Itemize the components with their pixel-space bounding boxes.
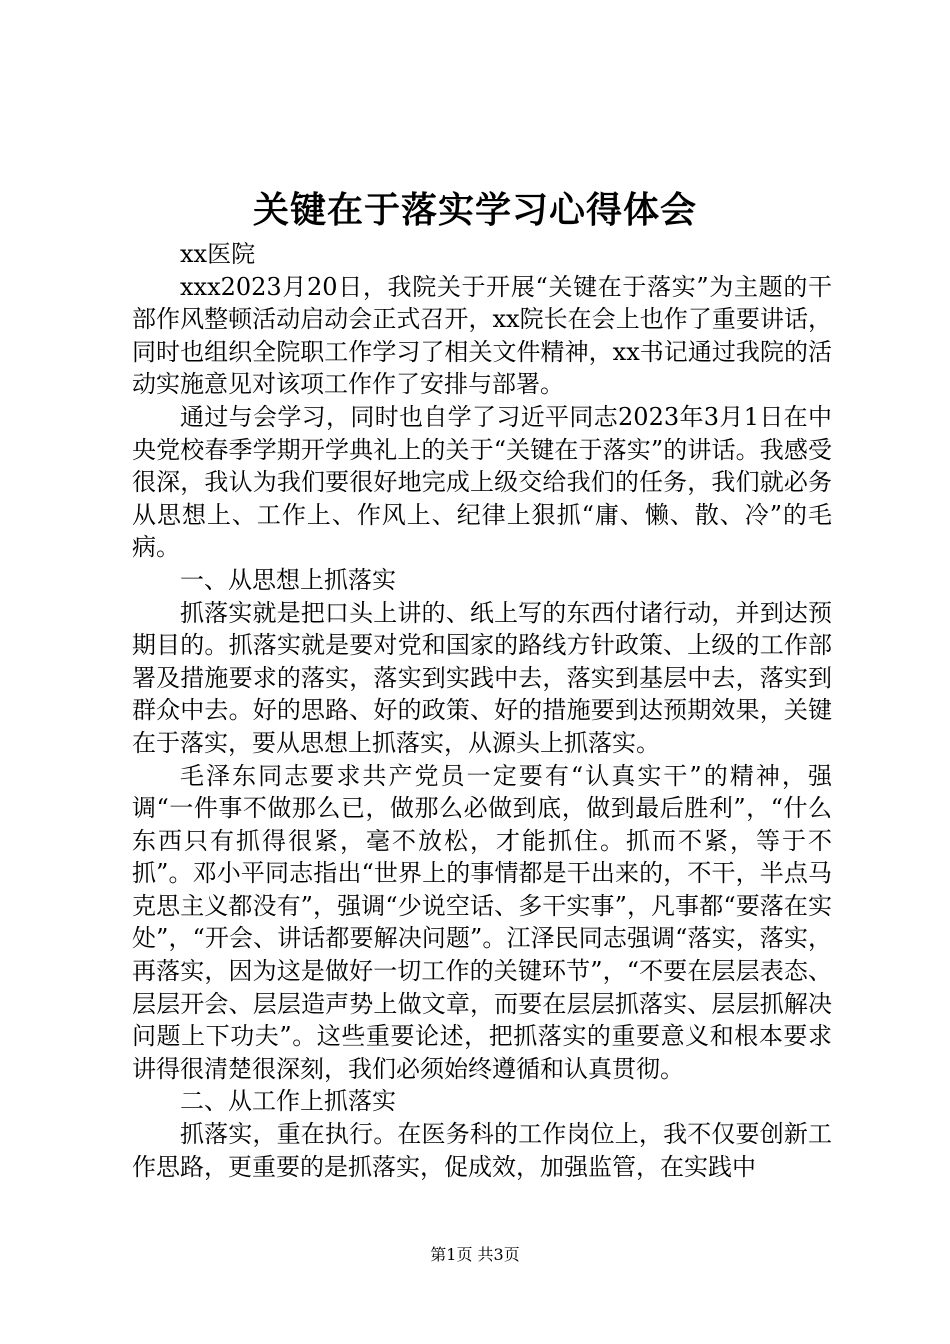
paragraph-3: 抓落实就是把口头上讲的、纸上写的东西付诸行动，并到达预期目的。抓落实就是要对党和国家的路线方针政策、上级的工作部署及措施要求的落实，落实到实践中去，落实到基层中去，落实到群众中去。好的思路、好的政策、好的措施要到达预期效果，关键在于落实，要从思想上抓落实，从源头上抓落实。 (132, 598, 832, 757)
organization-line: xx医院 (180, 240, 256, 268)
page-footer: 第1页 共3页 (430, 1245, 520, 1264)
paragraph-5: 抓落实，重在执行。在医务科的工作岗位上，我不仅要创新工作思路，更重要的是抓落实，促成效，加强监管，在实践中 (132, 1120, 832, 1181)
section-heading-2: 二、从工作上抓落实 (180, 1087, 396, 1116)
paragraph-1: xxx2023月20日，我院关于开展“关键在于落实”为主题的干部作风整顿活动启动会正式召开，xx院长在会上也作了重要讲话，同时也组织全院职工作学习了相关文件精神，xx书记通过我院的活动实施意见对该项工作作了安排与部署。 (132, 272, 832, 399)
section-heading-1: 一、从思想上抓落实 (180, 565, 396, 594)
document-body (132, 238, 832, 1183)
document-title: 关键在于落实学习心得体会 (252, 189, 697, 231)
paragraph-4: 毛泽东同志要求共产党员一定要有“认真实干”的精神，强调“一件事不做那么已，做那么必做到底，做到最后胜利”，“什么东西只有抓得很紧，毫不放松，才能抓住。抓而不紧，等于不抓”。邓小平同志指出“世界上的事情都是干出来的，不干，半点马克思主义都没有”，强调“少说空话、多干实事”，凡事都“要落在实处”，“开会、讲话都要解决问题”。江泽民同志强调“落实，落实，再落实，因为这是做好一切工作的关键环节”，“不要在层层表态、层层开会、层层造声势上做文章，而要在层层抓落实、层层抓解决问题上下功夫”。这些重要论述，把抓落实的重要意义和根本要求讲得很清楚很深刻，我们必须始终遵循和认真贯彻。 (132, 761, 832, 1083)
paragraph-2: 通过与会学习，同时也自学了习近平同志2023年3月1日在中央党校春季学期开学典礼上的关于“关键在于落实”的讲话。我感受很深，我认为我们要很好地完成上级交给我们的任务，我们就必务从思想上、工作上、作风上、纪律上狠抓“庸、懒、散、冷”的毛病。 (132, 402, 832, 562)
